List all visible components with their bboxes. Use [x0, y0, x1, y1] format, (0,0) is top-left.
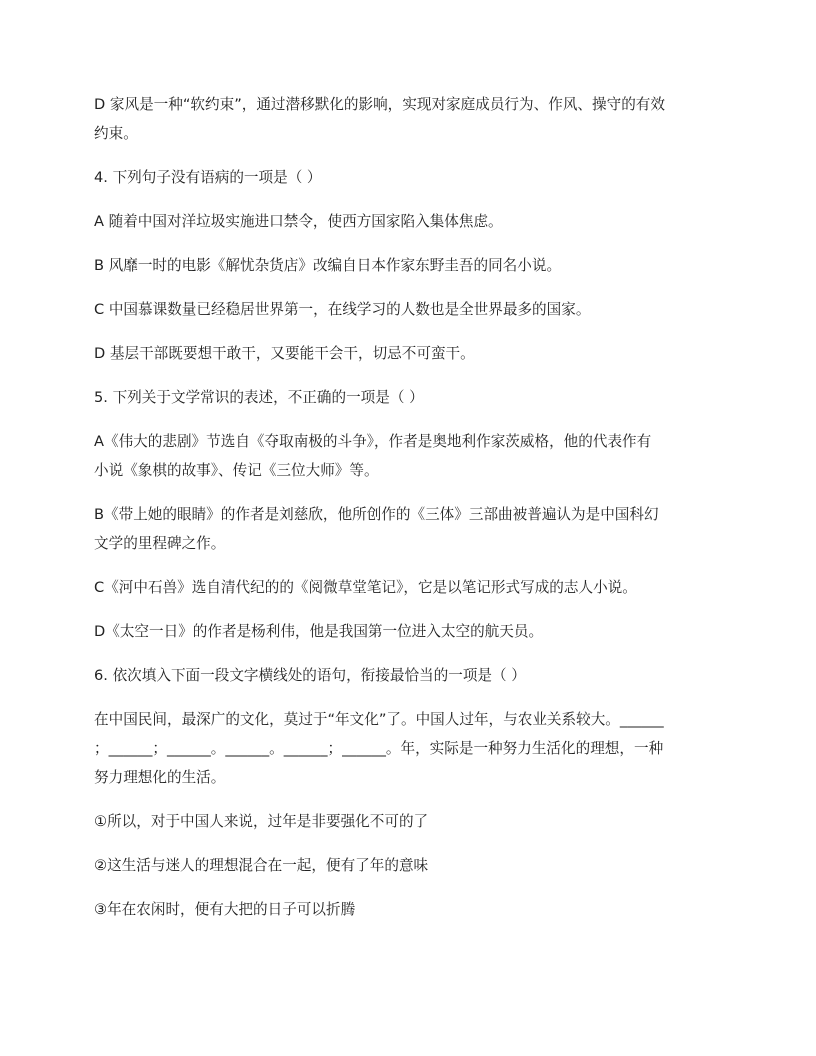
paragraph [94, 500, 724, 558]
text-line: 在中国民间，最深广的文化，莫过于“年文化”了。中国人过年，与农业关系较大。______ [94, 711, 664, 728]
text-line: 6. 依次填入下面一段文字横线处的语句，衔接最恰当的一项是（ ） [94, 667, 526, 684]
paragraph [94, 251, 724, 280]
document-body [94, 90, 724, 939]
paragraph [94, 851, 724, 880]
text-line: ；______；______。______。______；______。年，实际是一种努力生活化的理想，一种 [94, 740, 664, 757]
text-line: 文学的里程碑之作。 [94, 535, 226, 552]
text-line: A 随着中国对洋垃圾实施进口禁令，使西方国家陷入集体焦虑。 [94, 213, 503, 230]
text-line: D 基层干部既要想干敢干，又要能干会干，切忌不可蛮干。 [94, 345, 475, 362]
text-line: 5. 下列关于文学常识的表述，不正确的一项是（ ） [94, 389, 424, 406]
text-line: C 中国慕课数量已经稳居世界第一，在线学习的人数也是全世界最多的国家。 [94, 301, 591, 318]
text-line: C《河中石兽》选自清代纪的的《阅微草堂笔记》，它是以笔记形式写成的志人小说。 [94, 579, 637, 596]
paragraph [94, 573, 724, 602]
text-line: 小说《象棋的故事》、传记《三位大师》等。 [94, 462, 379, 479]
paragraph [94, 383, 724, 412]
text-line: D 家风是一种“软约束”，通过潜移默化的影响，实现对家庭成员行为、作风、操守的有效 [94, 96, 665, 113]
text-line: 4. 下列句子没有语病的一项是（ ） [94, 169, 322, 186]
text-line: ②这生活与迷人的理想混合在一起，便有了年的意味 [94, 857, 429, 874]
paragraph [94, 807, 724, 836]
text-line: B《带上她的眼睛》的作者是刘慈欣，他所创作的《三体》三部曲被普遍认为是中国科幻 [94, 506, 659, 523]
text-line: B 风靡一时的电影《解忧杂货店》改编自日本作家东野圭吾的同名小说。 [94, 257, 562, 274]
paragraph [94, 705, 724, 792]
paragraph [94, 427, 724, 485]
text-line: 努力理想化的生活。 [94, 769, 226, 786]
paragraph [94, 207, 724, 236]
paragraph [94, 895, 724, 924]
text-line: ③年在农闲时，便有大把的日子可以折腾 [94, 901, 356, 918]
paragraph [94, 617, 724, 646]
paragraph [94, 661, 724, 690]
paragraph [94, 295, 724, 324]
paragraph [94, 339, 724, 368]
text-line: D《太空一日》的作者是杨利伟，他是我国第一位进入太空的航天员。 [94, 623, 544, 640]
text-line: 约束。 [94, 125, 138, 142]
text-line: ①所以，对于中国人来说，过年是非要强化不可的了 [94, 813, 429, 830]
paragraph [94, 90, 724, 148]
text-line: A《伟大的悲剧》节选自《夺取南极的斗争》，作者是奥地利作家茨威格，他的代表作有 [94, 433, 652, 450]
paragraph [94, 163, 724, 192]
